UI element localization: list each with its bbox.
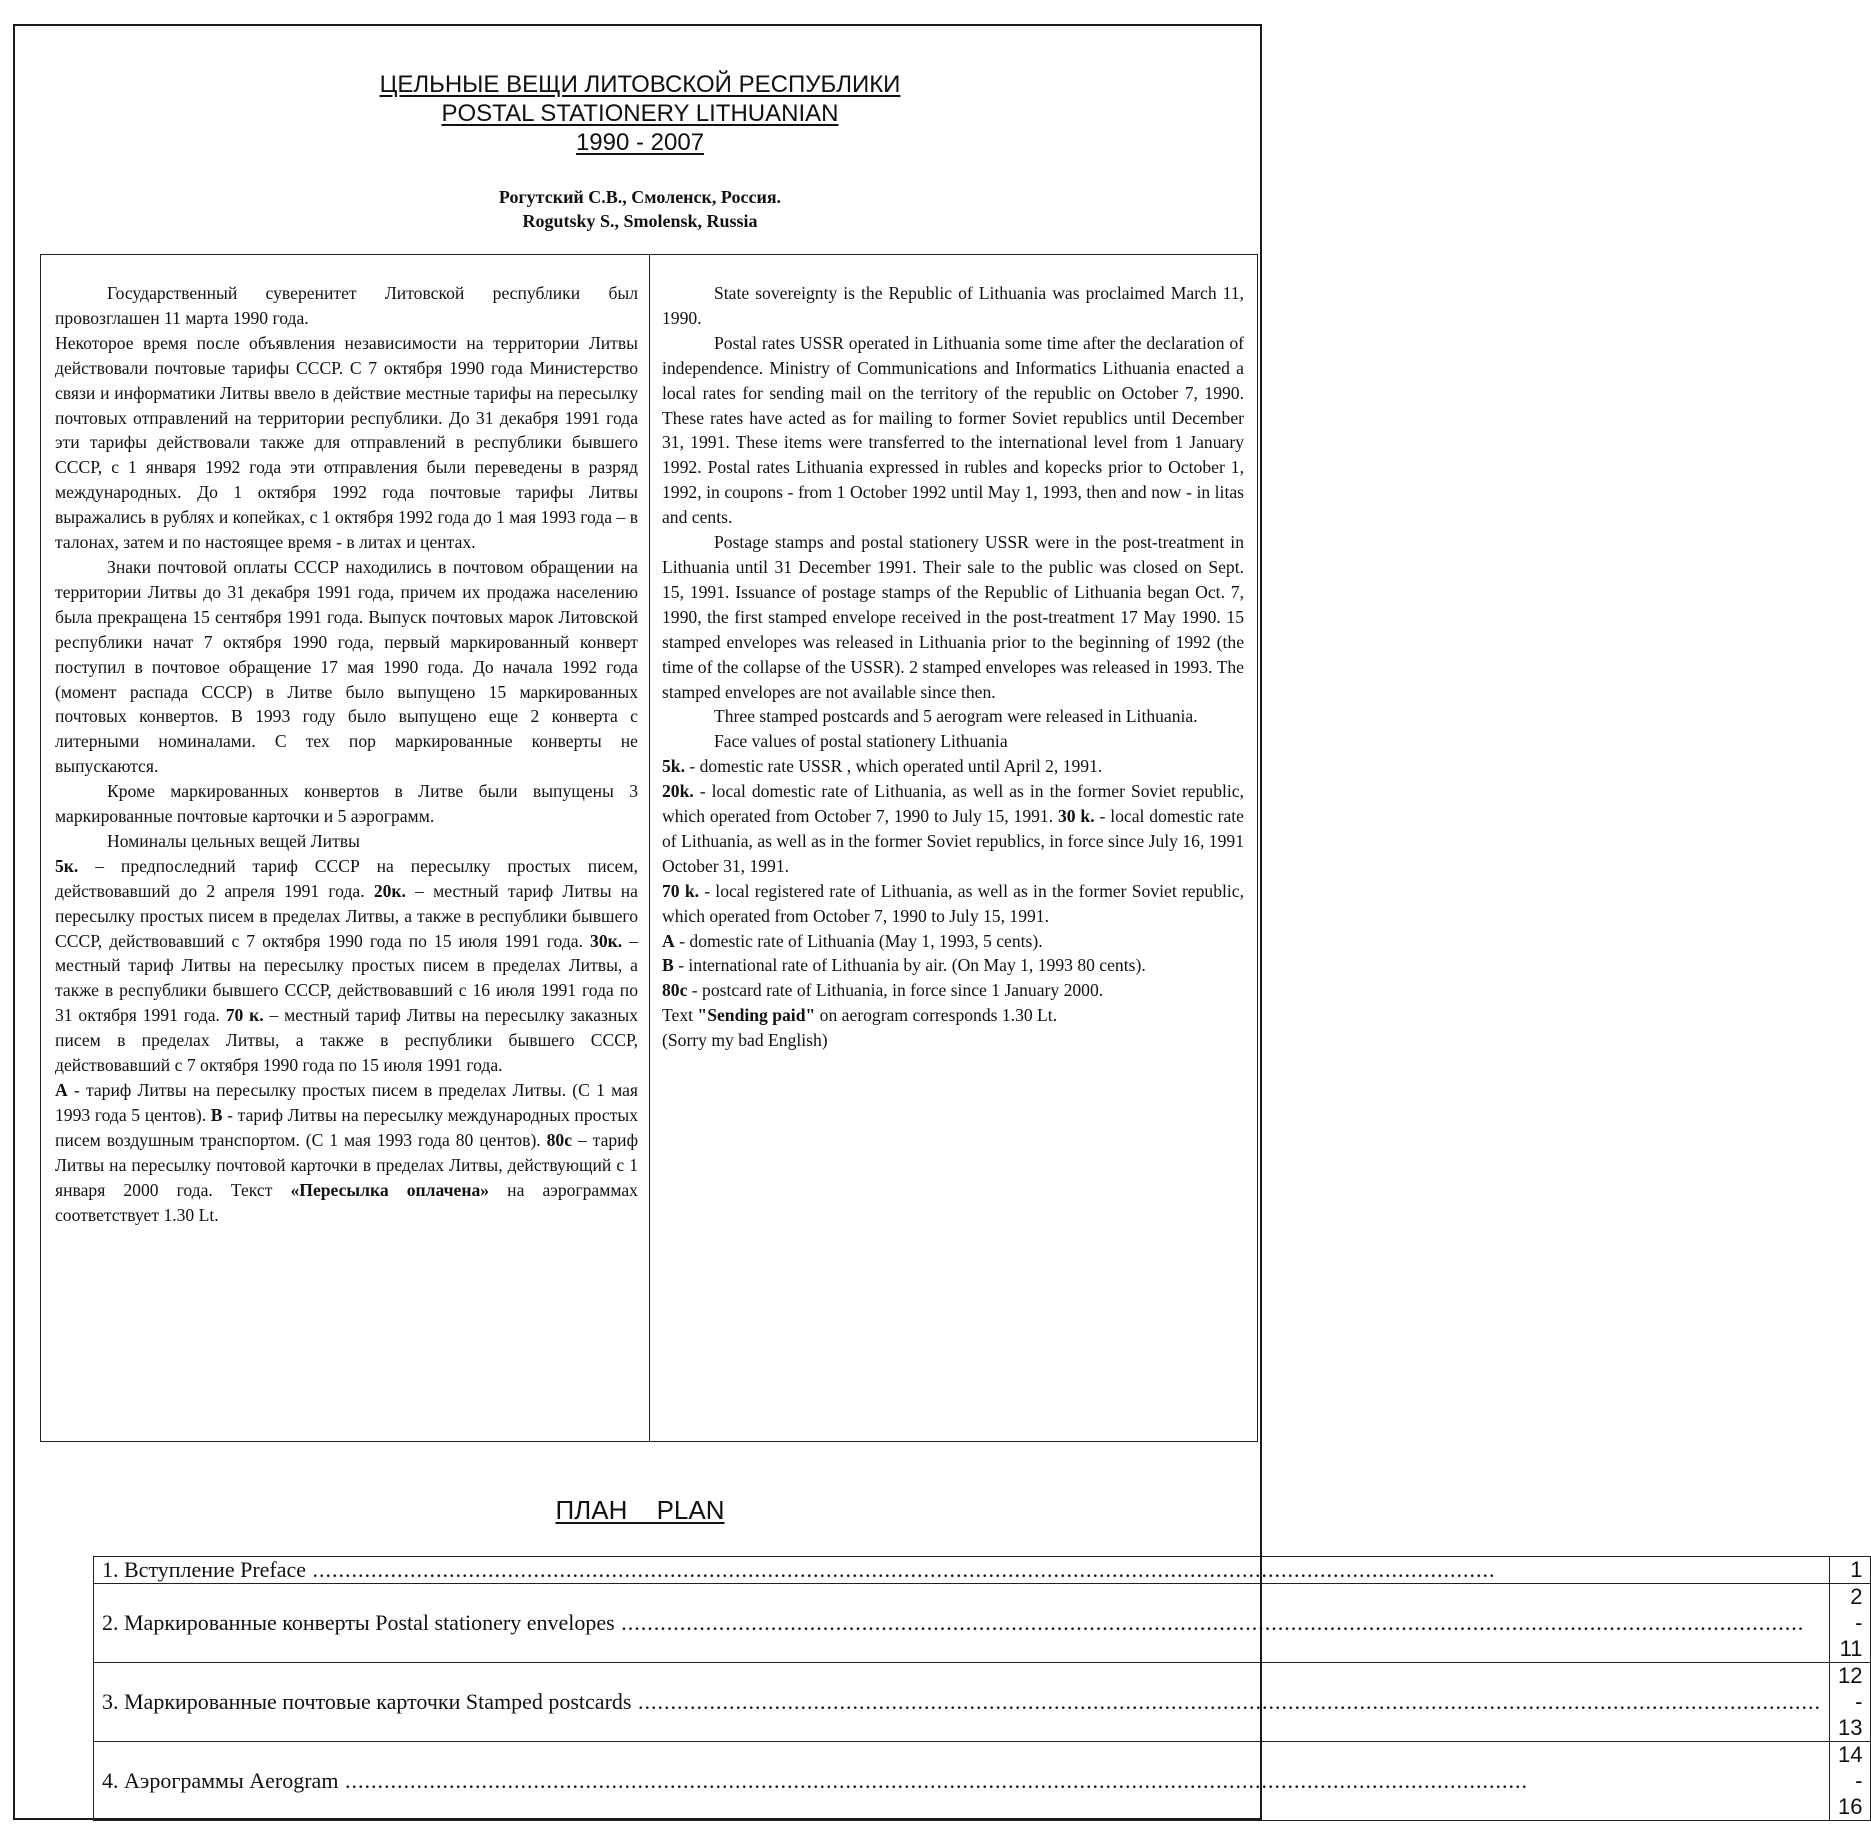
title-years: 1990 - 2007 <box>575 129 705 156</box>
ru-text-tail: на аэрограммах соответствует 1.30 Lt. <box>55 1179 638 1225</box>
ru-text-30k: – местный тариф Литвы на пересылку простых писем в пределах Литвы, а также в республики бывшего СССР, действовавший с 16 июля 1991 года по 31 октября 1991 года. <box>55 930 638 1026</box>
plan-table <box>93 1556 1871 1821</box>
ru-text-a: - тариф Литвы на пересылку простых писем в пределах Литвы. (С 1 мая 1993 года 5 центов). <box>55 1080 638 1125</box>
plan-row <box>94 1663 1871 1742</box>
column-divider <box>649 254 650 1442</box>
plan-title: ПЛАН PLAN <box>555 1495 725 1525</box>
ru-text-20k: – местный тариф Литвы на пересылку простых писем в пределах Литвы, а также в республики бывшего СССР, действовавший с 7 октября 1990 года по 15 июля 1991 года. <box>55 880 638 951</box>
en-text-30k: - local domestic rate of Lithuania, as well as in the former Soviet republics, in force since July 16, 1991 October 31, 1991. <box>662 806 1244 876</box>
ru-text-80c: – тариф Литвы на пересылку почтовой карточки в пределах Литвы, действующий с 1 января 2000 года. Текст <box>55 1129 638 1200</box>
ru-paragraph-postcards: Кроме маркированных конвертов в Литве были выпущены 3 маркированные почтовые карточки и 5 аэрограмм. <box>55 781 638 827</box>
en-text-80c: - postcard rate of Lithuania, in force since 1 January 2000. <box>687 980 1104 1001</box>
ru-value-5k: 5к. <box>55 855 79 876</box>
en-paragraph-20k <box>662 779 1244 879</box>
en-paragraph-70k <box>662 879 1244 929</box>
plan-row <box>94 1742 1871 1821</box>
plan-row <box>94 1584 1871 1663</box>
title-english: POSTAL STATIONERY LITHUANIAN <box>441 100 839 127</box>
en-value-5k: 5k. <box>662 756 685 777</box>
ru-text-5k: – предпоследний тариф СССР на пересылку простых писем, действовавший до 2 апреля 1991 года. <box>55 855 638 901</box>
plan-item-pages: 2 - 11 <box>1829 1584 1870 1663</box>
ru-paragraph-stamps: Знаки почтовой оплаты СССР находились в почтовом обращении на территории Литвы до 31 декабря 1991 года, причем их продажа населению была прекращена 15 сентября 1991 года. Выпуск почтовых марок Литовской республики начат 7 октября 1990 года, первый маркированный конверт поступил в почтовое обращение 17 мая 1990 года. До начала 1992 года (момент распада СССР) в Литве было выпущено 15 маркированных почтовых конвертов. В 1993 году было выпущено еще 2 конверта с литерными номиналами. С тех пор маркированные конверты не выпускаются. <box>55 556 638 777</box>
en-value-a: A <box>662 930 675 951</box>
en-text-70k: - local registered rate of Lithuania, as well as in the former Soviet republic, which operated from October 7, 1990 to July 15, 1991. <box>662 880 1244 926</box>
author-english: Rogutsky S., Smolensk, Russia <box>522 211 758 231</box>
en-text-pre: Text <box>662 1005 698 1026</box>
plan-row <box>94 1557 1871 1584</box>
en-text-5k: - domestic rate USSR , which operated until April 2, 1991. <box>684 756 1103 777</box>
en-value-70k: 70 k. <box>662 880 699 901</box>
en-value-30k: 30 k. <box>1057 806 1095 827</box>
russian-column <box>55 281 638 1227</box>
en-value-b: B <box>662 955 674 976</box>
en-value-80c: 80c <box>662 980 688 1001</box>
en-quote: "Sending paid" <box>697 1005 816 1026</box>
plan-item-pages: 14 - 16 <box>1829 1742 1870 1821</box>
en-text-20k: - local domestic rate of Lithuania, as well as in the former Soviet republic, which operated from October 7, 1990 to July 15, 1991. <box>662 781 1244 827</box>
en-text-tail: on aerogram corresponds 1.30 Lt. <box>815 1005 1058 1026</box>
ru-paragraph-sovereignty: Государственный суверенитет Литовской республики был провозглашен 11 марта 1990 года. <box>55 283 638 328</box>
ru-paragraph-letter-values <box>55 1078 638 1227</box>
en-paragraph-apology: (Sorry my bad English) <box>662 1030 828 1051</box>
plan-item-label: 3. Маркированные почтовые карточки Stamped postcards ..... <box>94 1663 1830 1742</box>
en-paragraph-a <box>662 929 1244 954</box>
plan-item-label: 2. Маркированные конверты Postal stationery envelopes ..... <box>94 1584 1830 1663</box>
en-text-a: - domestic rate of Lithuania (May 1, 1993, 5 cents). <box>674 930 1043 951</box>
ru-paragraph-face-values <box>55 854 638 1078</box>
title-russian: ЦЕЛЬНЫЕ ВЕЩИ ЛИТОВСКОЙ РЕСПУБЛИКИ <box>379 71 901 98</box>
ru-paragraph-face-values-heading: Номиналы цельных вещей Литвы <box>107 830 360 851</box>
plan-item-label: 4. Аэрограммы Aerogram ..... <box>94 1742 1830 1821</box>
ru-text-70k: – местный тариф Литвы на пересылку заказных писем в пределах Литвы, а также в республики бывшего СССР, действовавший с 7 октября 1990 года по 15 июля 1991 года. <box>55 1005 639 1076</box>
plan-item-pages: 1 <box>1829 1557 1870 1584</box>
ru-value-a: А <box>55 1080 68 1100</box>
ru-paragraph-rates: Некоторое время после объявления независимости на территории Литвы действовали почтовые тарифы СССР. С 7 октября 1990 года Министерство связи и информатики Литвы ввело в действие местные тарифы на пересылку почтовых отправлений на территории республики. До 31 декабря 1991 года эти тарифы действовали также для отправлений в республики бывшего СССР, с 1 января 1992 года эти отправления были переведены в разряд международных. До 1 октября 1992 года почтовые тарифы Литвы выражались в рублях и копейках, с 1 октября 1992 года до 1 мая 1993 года – в талонах, затем и по настоящее время - в литах и центах. <box>55 332 638 553</box>
ru-quote: «Пересылка оплачена» <box>290 1179 490 1200</box>
plan-item-label: 1. Вступление Preface ..... <box>94 1557 1830 1584</box>
en-paragraph-b <box>662 953 1244 978</box>
ru-value-30k: 30к. <box>590 930 623 951</box>
en-paragraph-stamps: Postage stamps and postal stationery USSR were in the post-treatment in Lithuania until 31 December 1991. Their sale to the public was closed on Sept. 15, 1991. Issuance of postage stamps of the Republic of Lithuania began Oct. 7, 1990, the first stamped envelope received in the post-treatment 17 May 1990. 15 stamped envelopes was released in Lithuania prior to the beginning of 1992 (the time of the collapse of the USSR). 2 stamped envelopes was released in 1993. The stamped envelopes are not available since then. <box>662 532 1244 702</box>
ru-value-70k: 70 к. <box>225 1005 264 1026</box>
en-value-20k: 20k. <box>662 781 694 802</box>
en-paragraph-text-note <box>662 1003 1244 1028</box>
en-paragraph-80c <box>662 978 1244 1003</box>
en-paragraph-sovereignty: State sovereignty is the Republic of Lithuania was proclaimed March 11, 1990. <box>662 283 1244 328</box>
plan-item-pages: 12 - 13 <box>1829 1663 1870 1742</box>
author-russian: Рогутский С.В., Смоленск, Россия. <box>498 187 782 207</box>
en-paragraph-face-values-heading: Face values of postal stationery Lithuania <box>714 731 1008 752</box>
ru-value-b: В <box>210 1104 223 1125</box>
en-paragraph-postcards: Three stamped postcards and 5 aerogram were released in Lithuania. <box>714 706 1198 727</box>
en-paragraph-5k <box>662 754 1244 779</box>
ru-value-80c: 80с <box>546 1129 573 1150</box>
en-paragraph-rates: Postal rates USSR operated in Lithuania some time after the declaration of independence. Ministry of Communications and Informatics Lithuania enacted a local rates for sending mail on the territory of the republic on October 7, 1990. These rates have acted as for mailing to former Soviet republics until December 31, 1991. These items were transferred to the international level from 1 January 1992. Postal rates Lithuania expressed in rubles and kopecks prior to October 1, 1992, in coupons - from 1 October 1992 until May 1, 1993, then and now - in litas and cents. <box>662 332 1244 528</box>
en-text-b: - international rate of Lithuania by air. (On May 1, 1993 80 cents). <box>673 955 1146 976</box>
ru-text-b: - тариф Литвы на пересылку международных простых писем воздушным транспортом. (С 1 мая 1993 года 80 центов). <box>55 1104 638 1150</box>
english-column <box>662 281 1244 1053</box>
ru-value-20k: 20к. <box>373 880 406 901</box>
